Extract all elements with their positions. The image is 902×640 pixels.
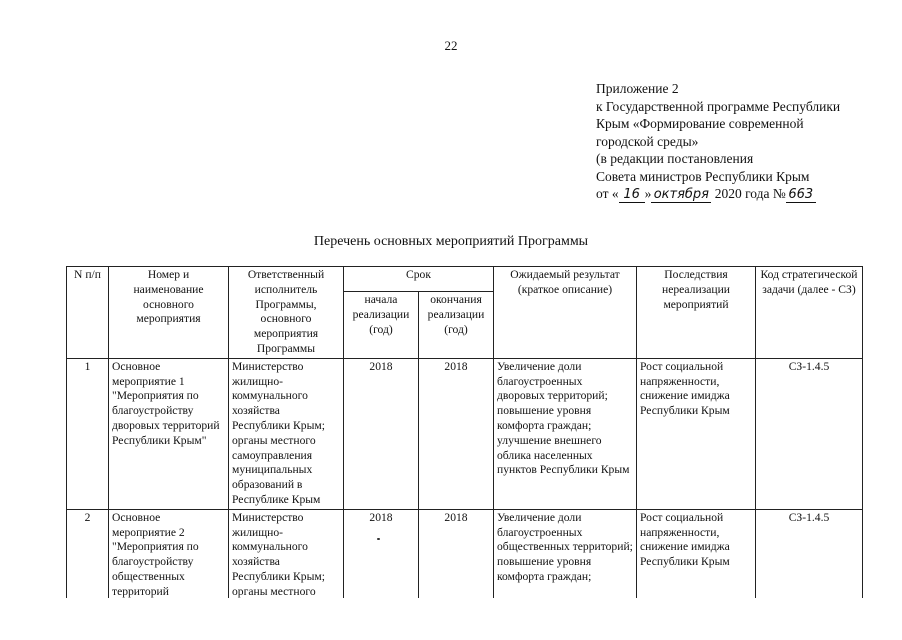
handwritten-number: 663 (786, 188, 816, 203)
appendix-line: Совета министров Республики Крым (596, 168, 810, 184)
date-prefix: от « (596, 186, 619, 201)
row-result: Увеличение доли благоустроенных общественных территорий; повышение уровня комфорта граждан; (494, 509, 637, 598)
row-result: Увеличение доли благоустроенных дворовых территорий; повышение уровня комфорта граждан; улучшение внешнего облика населенных пунктов Республики Крым (494, 358, 637, 509)
header-code: Код стратегической задачи (далее - СЗ) (756, 267, 863, 359)
row-code: СЗ-1.4.5 (756, 509, 863, 598)
page-number: 22 (444, 38, 458, 53)
header-name: Номер и наименование основного мероприятия (109, 267, 229, 359)
scan-speck (377, 538, 380, 540)
appendix-line: Приложение 2 (596, 81, 679, 96)
row-num: 2 (67, 509, 109, 598)
appendix-line: к Государственной программе Республики (596, 98, 841, 114)
measures-table (66, 266, 863, 598)
document-title: Перечень основных мероприятий Программы (313, 234, 589, 249)
row-consequences: Рост социальной напряженности, снижение имиджа Республики Крым (637, 358, 756, 509)
header-consequences: Последствия нереализации мероприятий (637, 267, 756, 359)
year-text: 2020 года № (714, 186, 786, 201)
header-end: окончания реализации (год) (419, 292, 494, 359)
header-result: Ожидаемый результат (краткое описание) (494, 267, 637, 359)
handwritten-day: 16 (619, 188, 645, 203)
row-start: 2018 (344, 509, 419, 598)
table-row (67, 358, 863, 509)
header-executor: Ответственный исполнитель Программы, основного мероприятия Программы (229, 267, 344, 359)
header-term: Срок (344, 267, 494, 292)
row-executor: Министерство жилищно-коммунального хозяйства Республики Крым; органы местного (229, 509, 344, 598)
row-start: 2018 (344, 358, 419, 509)
appendix-line: (в редакции постановления (596, 151, 754, 166)
appendix-line: городской среды» (596, 133, 699, 149)
table-row (67, 509, 863, 598)
handwritten-month: октября (651, 188, 711, 203)
row-end: 2018 (419, 509, 494, 598)
header-num: N п/п (67, 267, 109, 359)
row-consequences: Рост социальной напряженности, снижение имиджа Республики Крым (637, 509, 756, 598)
row-num: 1 (67, 358, 109, 509)
row-code: СЗ-1.4.5 (756, 358, 863, 509)
row-executor: Министерство жилищно-коммунального хозяйства Республики Крым; органы местного самоуправления муниципальных образований в Республике Крым (229, 358, 344, 509)
appendix-line: Крым «Формирование современной (596, 116, 804, 131)
row-end: 2018 (419, 358, 494, 509)
row-name: Основное мероприятие 1 "Мероприятия по благоустройству дворовых территорий Республики Крым" (109, 358, 229, 509)
header-start: начала реализации (год) (344, 292, 419, 359)
date-quote-close: » (644, 186, 652, 201)
header-row (67, 267, 863, 292)
row-name: Основное мероприятие 2 "Мероприятия по благоустройству общественных территорий (109, 509, 229, 598)
